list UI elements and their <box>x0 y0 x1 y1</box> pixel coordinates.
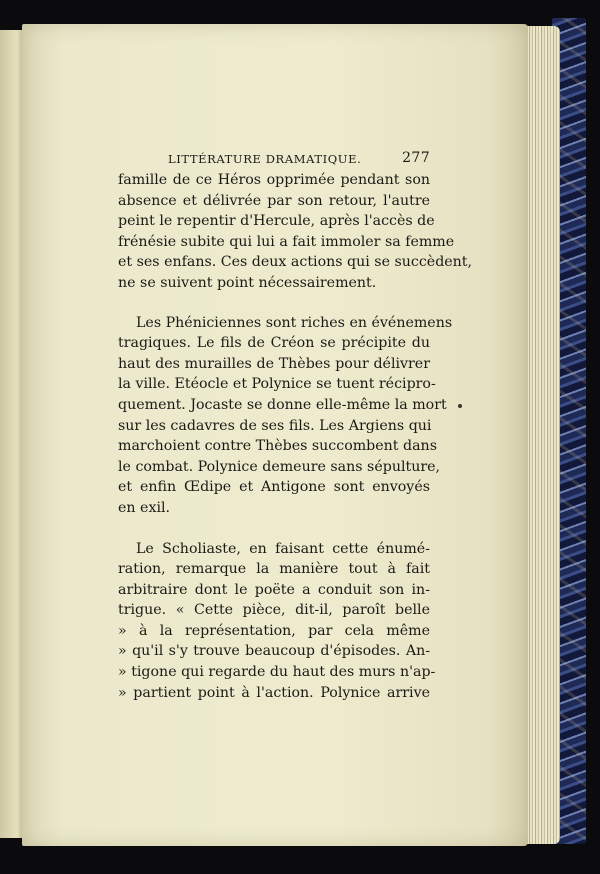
paragraph-1 <box>118 170 473 294</box>
page-number: 277 <box>402 150 430 166</box>
text-line: » à la représentation, par cela même <box>118 622 430 639</box>
paragraph-3 <box>118 539 436 704</box>
text-line: ne se suivent point nécessairement. <box>118 274 377 291</box>
text-line: trigue. « Cette pièce, dit-il, paroît belle <box>118 602 430 619</box>
text-line: marchoient contre Thèbes succombent dans <box>118 438 437 455</box>
text-line: » tigone qui regarde du haut des murs n'ap- <box>118 664 436 681</box>
paper-speck <box>458 404 462 408</box>
text-line: et enfin Œdipe et Antigone sont envoyés <box>118 479 430 496</box>
text-line: et ses enfans. Ces deux actions qui se succèdent, <box>118 254 473 271</box>
text-line: peint le repentir d'Hercule, après l'accès de <box>118 213 435 230</box>
paragraph-gap <box>118 519 430 539</box>
text-line: tragiques. Le fils de Créon se précipite du <box>118 335 430 352</box>
text-block <box>118 148 473 703</box>
text-line: quement. Jocaste se donne elle-même la mort <box>118 396 447 413</box>
text-line: Le Scholiaste, en faisant cette énumé- <box>136 540 430 557</box>
page-header <box>118 148 430 170</box>
paragraph-gap <box>118 294 430 313</box>
text-line: la ville. Etéocle et Polynice se tuent récipro- <box>118 376 436 393</box>
text-line: arbitraire dont le poëte a conduit son in- <box>118 581 430 598</box>
text-line: frénésie subite qui lui a fait immoler sa femme <box>118 233 455 250</box>
text-line: sur les cadavres de ses fils. Les Argiens qui <box>118 417 432 434</box>
text-line: le combat. Polynice demeure sans sépulture, <box>118 458 441 475</box>
text-line: Les Phéniciennes sont riches en événemens <box>136 314 453 331</box>
book-page <box>22 24 528 846</box>
paragraph-2 <box>118 313 453 519</box>
text-line: en exil. <box>118 499 171 516</box>
text-line: haut des murailles de Thèbes pour délivrer <box>118 355 430 372</box>
text-line: » qu'il s'y trouve beaucoup d'épisodes. An- <box>118 643 430 660</box>
text-line: famille de ce Héros opprimée pendant son <box>118 172 430 188</box>
running-title: LITTÉRATURE DRAMATIQUE. <box>168 152 362 166</box>
text-line: absence et délivrée par son retour, l'autre <box>118 192 430 209</box>
text-line: » partient point à l'action. Polynice arrive <box>118 684 430 701</box>
text-line: ration, remarque la manière tout à fait <box>118 561 430 578</box>
